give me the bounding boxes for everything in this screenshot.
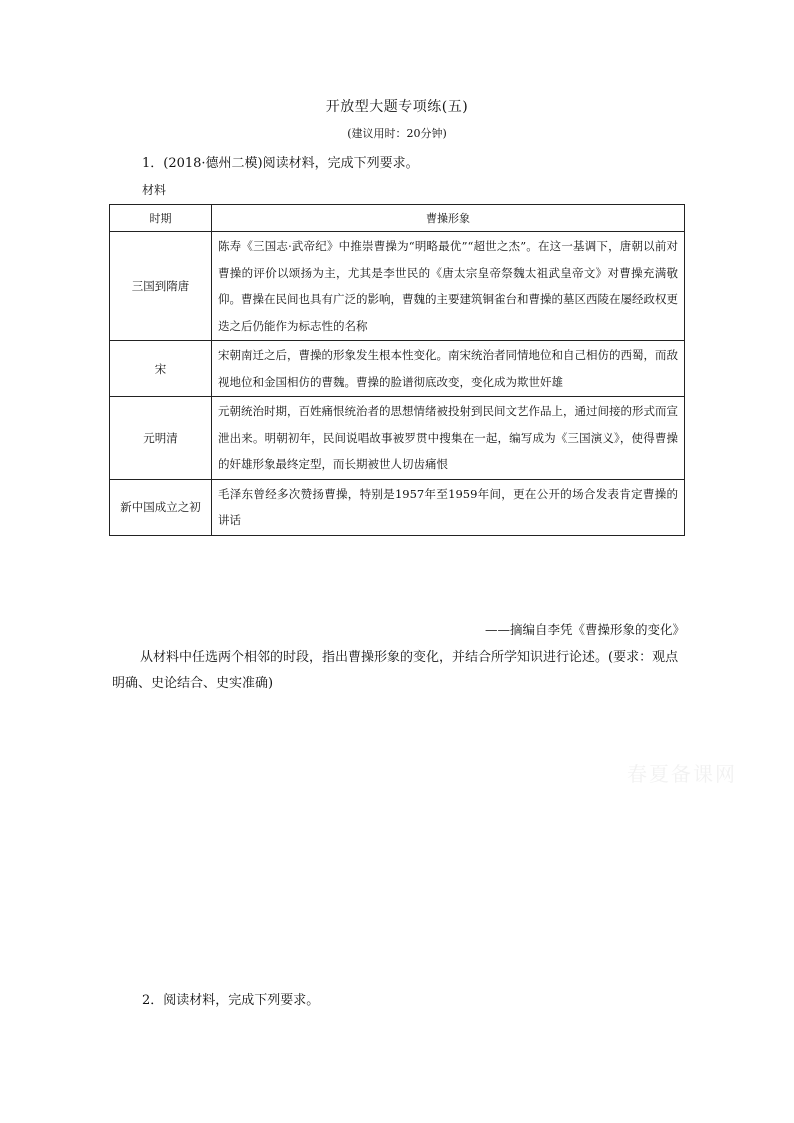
material-table <box>109 204 685 536</box>
watermark: 春夏备课网 <box>627 762 737 786</box>
page-subtitle: (建议用时：20分钟) <box>347 127 447 140</box>
source-attribution: ——摘编自李凭《曹操形象的变化》 <box>484 622 685 637</box>
period-cell: 新中国成立之初 <box>110 479 212 535</box>
description-cell: 元朝统治时期，百姓痛恨统治者的思想情绪被投射到民间文艺作品上，通过间接的形式而宣泄出来。明朝初年，民间说唱故事被罗贯中搜集在一起，编写成为《三国演义》，使得曹操的奸雄形象最终定型，而长期被世人切齿痛恨 <box>212 397 685 480</box>
question-2-header: 2．阅读材料，完成下列要求。 <box>142 993 320 1008</box>
description-cell: 宋朝南迁之后，曹操的形象发生根本性变化。南宋统治者同情地位和自己相仿的西蜀，而敌视地位和金国相仿的曹魏。曹操的脸谱彻底改变，变化成为欺世奸雄 <box>212 341 685 397</box>
column-header-image: 曹操形象 <box>212 205 685 232</box>
period-cell: 宋 <box>110 341 212 397</box>
table-row <box>110 341 685 397</box>
table-row <box>110 232 685 341</box>
period-cell: 元明清 <box>110 397 212 480</box>
period-cell: 三国到隋唐 <box>110 232 212 341</box>
description-cell: 毛泽东曾经多次赞扬曹操，特别是1957年至1959年间，更在公开的场合发表肯定曹操的讲话 <box>212 479 685 535</box>
table-row <box>110 479 685 535</box>
question-1-header: 1．(2018·德州二模)阅读材料，完成下列要求。 <box>142 156 419 171</box>
page-title: 开放型大题专项练(五) <box>325 99 469 115</box>
column-header-period: 时期 <box>110 205 212 232</box>
table-row <box>110 397 685 480</box>
description-cell: 陈寿《三国志·武帝纪》中推崇曹操为“明略最优”“超世之杰”。在这一基调下，唐朝以前对曹操的评价以颂扬为主，尤其是李世民的《唐太宗皇帝祭魏太祖武皇帝文》对曹操充满敬仰。曹操在民间也具有广泛的影响，曹魏的主要建筑铜雀台和曹操的墓区西陵在屡经政权更迭之后仍能作为标志性的名称 <box>212 232 685 341</box>
question-1-prompt: 从材料中任选两个相邻的时段，指出曹操形象的变化，并结合所学知识进行论述。(要求：观点明确、史论结合、史实准确) <box>112 650 679 691</box>
table-header-row <box>110 205 685 232</box>
material-label: 材料 <box>142 183 167 197</box>
